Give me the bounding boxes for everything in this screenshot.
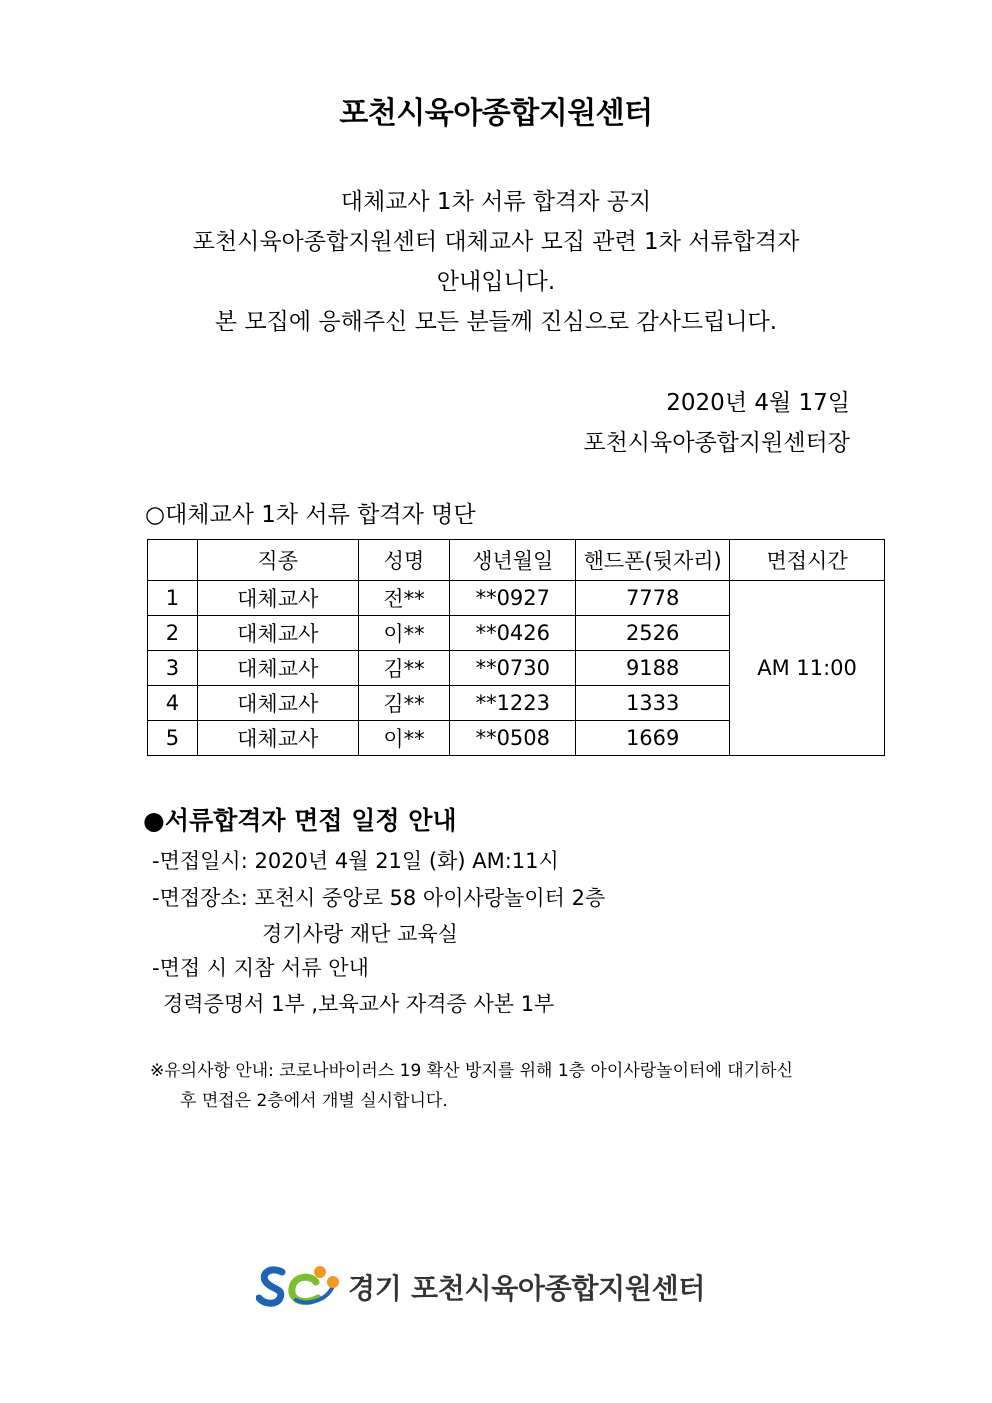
- row-phone: 2526: [576, 616, 730, 651]
- schedule-place-line: -면접장소: 포천시 중앙로 58 아이사랑놀이터 2층: [152, 886, 606, 910]
- row-name: 이**: [358, 721, 450, 756]
- row-job: 대체교사: [197, 651, 358, 686]
- row-birth: **0426: [450, 616, 576, 651]
- row-no: 1: [148, 581, 198, 616]
- intro-line: 안내입니다.: [436, 269, 556, 295]
- schedule-docs-line: -면접 시 지참 서류 안내: [152, 956, 369, 980]
- row-no: 3: [148, 651, 198, 686]
- document-title: 포천시육아종합지원센터: [339, 96, 653, 131]
- header-no: [148, 540, 198, 581]
- header-name: 성명: [358, 540, 450, 581]
- row-phone: 1333: [576, 686, 730, 721]
- schedule-date-line: -면접일시: 2020년 4월 21일 (화) AM:11시: [152, 849, 559, 873]
- header-job: 직종: [197, 540, 358, 581]
- interview-time-cell: AM 11:00: [730, 581, 885, 756]
- table-header-row: [148, 540, 885, 581]
- table-row: [148, 581, 885, 616]
- intro-line: 대체교사 1차 서류 합격자 공지: [340, 189, 652, 215]
- row-phone: 1669: [576, 721, 730, 756]
- row-no: 4: [148, 686, 198, 721]
- row-birth: **1223: [450, 686, 576, 721]
- row-job: 대체교사: [197, 721, 358, 756]
- footer-org-name: 경기 포천시육아종합지원센터: [348, 1272, 706, 1305]
- row-phone: 9188: [576, 651, 730, 686]
- row-job: 대체교사: [197, 581, 358, 616]
- row-job: 대체교사: [197, 616, 358, 651]
- header-interview-time: 면접시간: [730, 540, 885, 581]
- roster-table: [147, 539, 885, 756]
- row-birth: **0927: [450, 581, 576, 616]
- schedule-docs-items: 경력증명서 1부 ,보육교사 자격증 사본 1부: [163, 992, 555, 1016]
- row-birth: **0730: [450, 651, 576, 686]
- center-logo-icon: [256, 1262, 342, 1312]
- document-date: 2020년 4월 17일: [666, 390, 850, 416]
- row-phone: 7778: [576, 581, 730, 616]
- row-name: 김**: [358, 686, 450, 721]
- notice-line: 후 면접은 2층에서 개별 실시합니다.: [180, 1091, 448, 1111]
- row-job: 대체교사: [197, 686, 358, 721]
- roster-title: ○대체교사 1차 서류 합격자 명단: [145, 502, 476, 528]
- notice-line: ※유의사항 안내: 코로나바이러스 19 확산 방지를 위해 1층 아이사랑놀이터에 대기하신: [150, 1061, 793, 1081]
- document-signer: 포천시육아종합지원센터장: [583, 430, 850, 456]
- row-name: 이**: [358, 616, 450, 651]
- header-birth: 생년월일: [450, 540, 576, 581]
- header-phone: 핸드폰(뒷자리): [576, 540, 730, 581]
- row-name: 김**: [358, 651, 450, 686]
- schedule-title: ●서류합격자 면접 일정 안내: [143, 806, 457, 835]
- row-name: 전**: [358, 581, 450, 616]
- intro-line: 포천시육아종합지원센터 대체교사 모집 관련 1차 서류합격자: [192, 229, 800, 255]
- row-no: 2: [148, 616, 198, 651]
- footer-logo-block: [256, 1262, 705, 1312]
- row-no: 5: [148, 721, 198, 756]
- row-birth: **0508: [450, 721, 576, 756]
- intro-block: [0, 182, 992, 342]
- intro-line: 본 모집에 응해주신 모든 분들께 진심으로 감사드립니다.: [214, 309, 778, 335]
- schedule-place-line2: 경기사랑 재단 교육실: [262, 922, 458, 946]
